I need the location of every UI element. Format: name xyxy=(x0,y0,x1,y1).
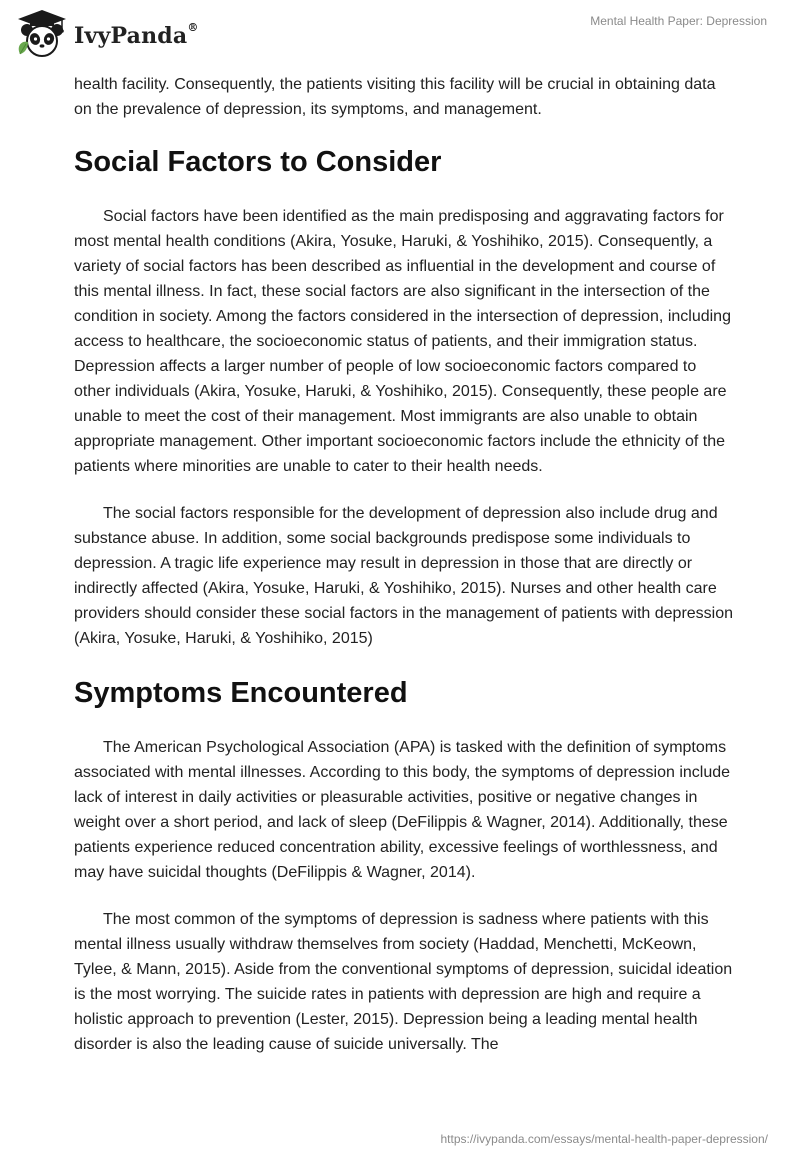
lead-paragraph: health facility. Consequently, the patients visiting this facility will be crucial in obtaining data on the prevalence of depression, its symptoms, and management. xyxy=(74,76,716,118)
document-title: Mental Health Paper: Depression xyxy=(590,14,767,28)
paragraph: The social factors responsible for the development of depression also include drug and substance abuse. In addition, some social backgrounds predispose some individuals to depression. A tragic life experience may result in depression in those that are directly or indirectly affected (Akira, Yosuke, Haruki, & Yoshihiko, 2015). Nurses and other health care providers should consider these social factors in the management of patients with depression (Akira, Yosuke, Haruki, & Yoshihiko, 2015) xyxy=(74,505,734,647)
paragraph: Social factors have been identified as the main predisposing and aggravating factors for most mental health conditions (Akira, Yosuke, Haruki, & Yoshihiko, 2015). Consequently, a variety of social factors has been described as influential in the development and course of this mental illness. In fact, these social factors are also significant in the intersection of the condition in society. Among the factors considered in the intersection of depression, including access to healthcare, the socioeconomic status of patients, and their immigration status. Depression affects a larger number of people of low socioeconomic factors compared to other individuals (Akira, Yosuke, Haruki, & Yoshihiko, 2015). Consequently, these people are unable to meet the cost of their management. Most immigrants are also unable to obtain appropriate management. Other important socioeconomic factors include the ethnicity of the patients where minorities are unable to cater to their health needs. xyxy=(74,208,731,475)
essay-content xyxy=(74,72,734,1057)
brand-name: IvyPanda xyxy=(74,23,188,49)
panda-graduation-cap-icon xyxy=(14,8,70,60)
section-heading-symptoms: Symptoms Encountered xyxy=(74,677,408,709)
source-url-link[interactable]: https://ivypanda.com/essays/mental-health-paper-depression/ xyxy=(440,1132,768,1146)
registered-mark: ® xyxy=(187,21,199,34)
page-header xyxy=(0,0,800,70)
section-heading-social-factors: Social Factors to Consider xyxy=(74,146,442,178)
ivypanda-logo[interactable] xyxy=(14,8,199,60)
paragraph: The most common of the symptoms of depression is sadness where patients with this mental illness usually withdraw themselves from society (Haddad, Menchetti, McKeown, Tylee, & Mann, 2015). Aside from the conventional symptoms of depression, suicidal ideation is the most worrying. The suicide rates in patients with depression are high and require a holistic approach to prevention (Lester, 2015). Depression being a leading mental health disorder is also the leading cause of suicide universally. The xyxy=(74,911,733,1053)
paragraph: The American Psychological Association (APA) is tasked with the definition of symptoms associated with mental illnesses. According to this body, the symptoms of depression include lack of interest in daily activities or pleasurable activities, positive or negative changes in weight over a short period, and lack of sleep (DeFilippis & Wagner, 2014). Additionally, these patients experience reduced concentration ability, excessive feelings of worthlessness, and may have suicidal thoughts (DeFilippis & Wagner, 2014). xyxy=(74,739,731,881)
